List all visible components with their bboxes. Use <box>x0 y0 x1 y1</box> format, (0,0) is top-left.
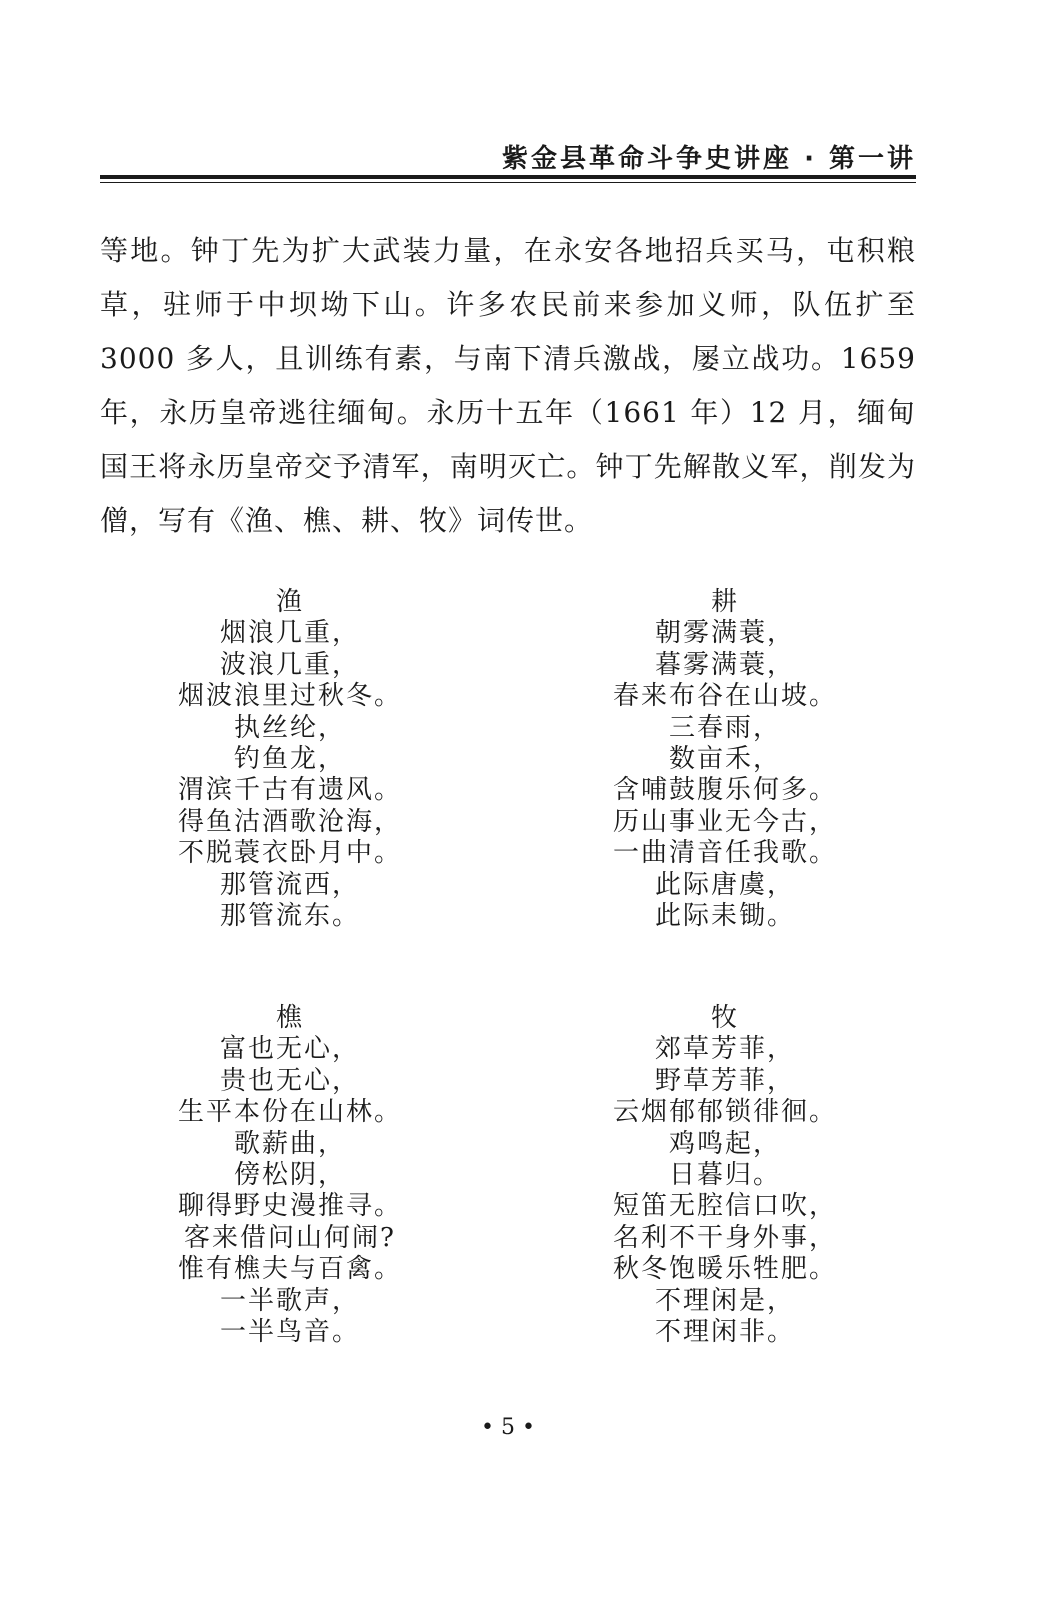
poem-mu <box>545 1003 905 1348</box>
header-rule-thin <box>100 182 916 183</box>
poem-line: 郊草芳菲， <box>654 1034 795 1065</box>
poem-line: 一半歌声， <box>219 1285 360 1316</box>
poem-title: 牧 <box>710 1003 739 1033</box>
poem-line: 名利不干身外事， <box>612 1222 837 1253</box>
header-rule-thick <box>100 175 916 179</box>
running-header: 紫金县革命斗争史讲座 · 第一讲 <box>502 144 916 174</box>
poem-line: 朝雾满蓑， <box>654 618 795 649</box>
poem-line: 日暮归。 <box>668 1160 781 1191</box>
poem-line: 暮雾满蓑， <box>654 649 795 680</box>
poem-line: 聊得野史漫推寻。 <box>177 1191 402 1222</box>
intro-paragraph: 等地。钟丁先为扩大武装力量，在永安各地招兵买马，屯积粮草，驻师于中坝坳下山。许多农民前来参加义师，队伍扩至3000 多人，且训练有素，与南下清兵激战，屡立战功。1659 年，永历皇帝逃往缅甸。永历十五年（1661 年）12 月，缅甸国王将永历皇帝交予清军，南明灭亡。钟丁先解散义军，削发为僧，写有《渔、樵、耕、牧》词传世。 <box>100 234 916 537</box>
poem-title: 樵 <box>275 1003 304 1033</box>
poem-line: 不理闲非。 <box>654 1317 795 1348</box>
poem-line: 此际唐虞， <box>654 869 795 900</box>
poem-line: 含哺鼓腹乐何多。 <box>612 775 837 806</box>
poem-line: 数亩禾， <box>668 744 781 775</box>
poem-line: 那管流西， <box>219 869 360 900</box>
poem-line: 云烟郁郁锁徘徊。 <box>612 1097 837 1128</box>
poem-line: 春来布谷在山坡。 <box>612 681 837 712</box>
poem-line: 客来借问山何闹? <box>184 1222 396 1253</box>
poem-line: 得鱼沽酒歌沧海， <box>177 806 402 837</box>
poem-line: 傍松阴， <box>233 1160 346 1191</box>
poem-line: 三春雨， <box>668 712 781 743</box>
poem-line: 不脱蓑衣卧月中。 <box>177 838 402 869</box>
poem-title: 渔 <box>275 587 304 617</box>
poem-geng <box>545 587 905 932</box>
page-number: • 5 • <box>481 1415 535 1440</box>
poem-line: 执丝纶， <box>233 712 346 743</box>
poem-line: 生平本份在山林。 <box>177 1097 402 1128</box>
poem-qiao <box>110 1003 470 1348</box>
poem-line: 富也无心， <box>219 1034 360 1065</box>
poem-line: 鸡鸣起， <box>668 1128 781 1159</box>
poem-yu <box>110 587 470 932</box>
poem-line: 贵也无心， <box>219 1065 360 1096</box>
poem-line: 渭滨千古有遗风。 <box>177 775 402 806</box>
poem-line: 烟波浪里过秋冬。 <box>177 681 402 712</box>
poem-line: 野草芳菲， <box>654 1065 795 1096</box>
poem-line: 歌薪曲， <box>233 1128 346 1159</box>
poem-line: 那管流东。 <box>219 901 360 932</box>
poem-line: 一曲清音任我歌。 <box>612 838 837 869</box>
poem-line: 一半鸟音。 <box>219 1317 360 1348</box>
poem-line: 秋冬饱暖乐牲肥。 <box>612 1254 837 1285</box>
poem-line: 短笛无腔信口吹， <box>612 1191 837 1222</box>
poem-line: 历山事业无今古， <box>612 806 837 837</box>
poem-line: 不理闲是， <box>654 1285 795 1316</box>
poem-line: 波浪几重， <box>219 649 360 680</box>
poem-line: 此际耒锄。 <box>654 901 795 932</box>
poem-title: 耕 <box>710 587 739 617</box>
poem-line: 钓鱼龙， <box>233 744 346 775</box>
poem-line: 烟浪几重， <box>219 618 360 649</box>
poem-line: 惟有樵夫与百禽。 <box>177 1254 402 1285</box>
